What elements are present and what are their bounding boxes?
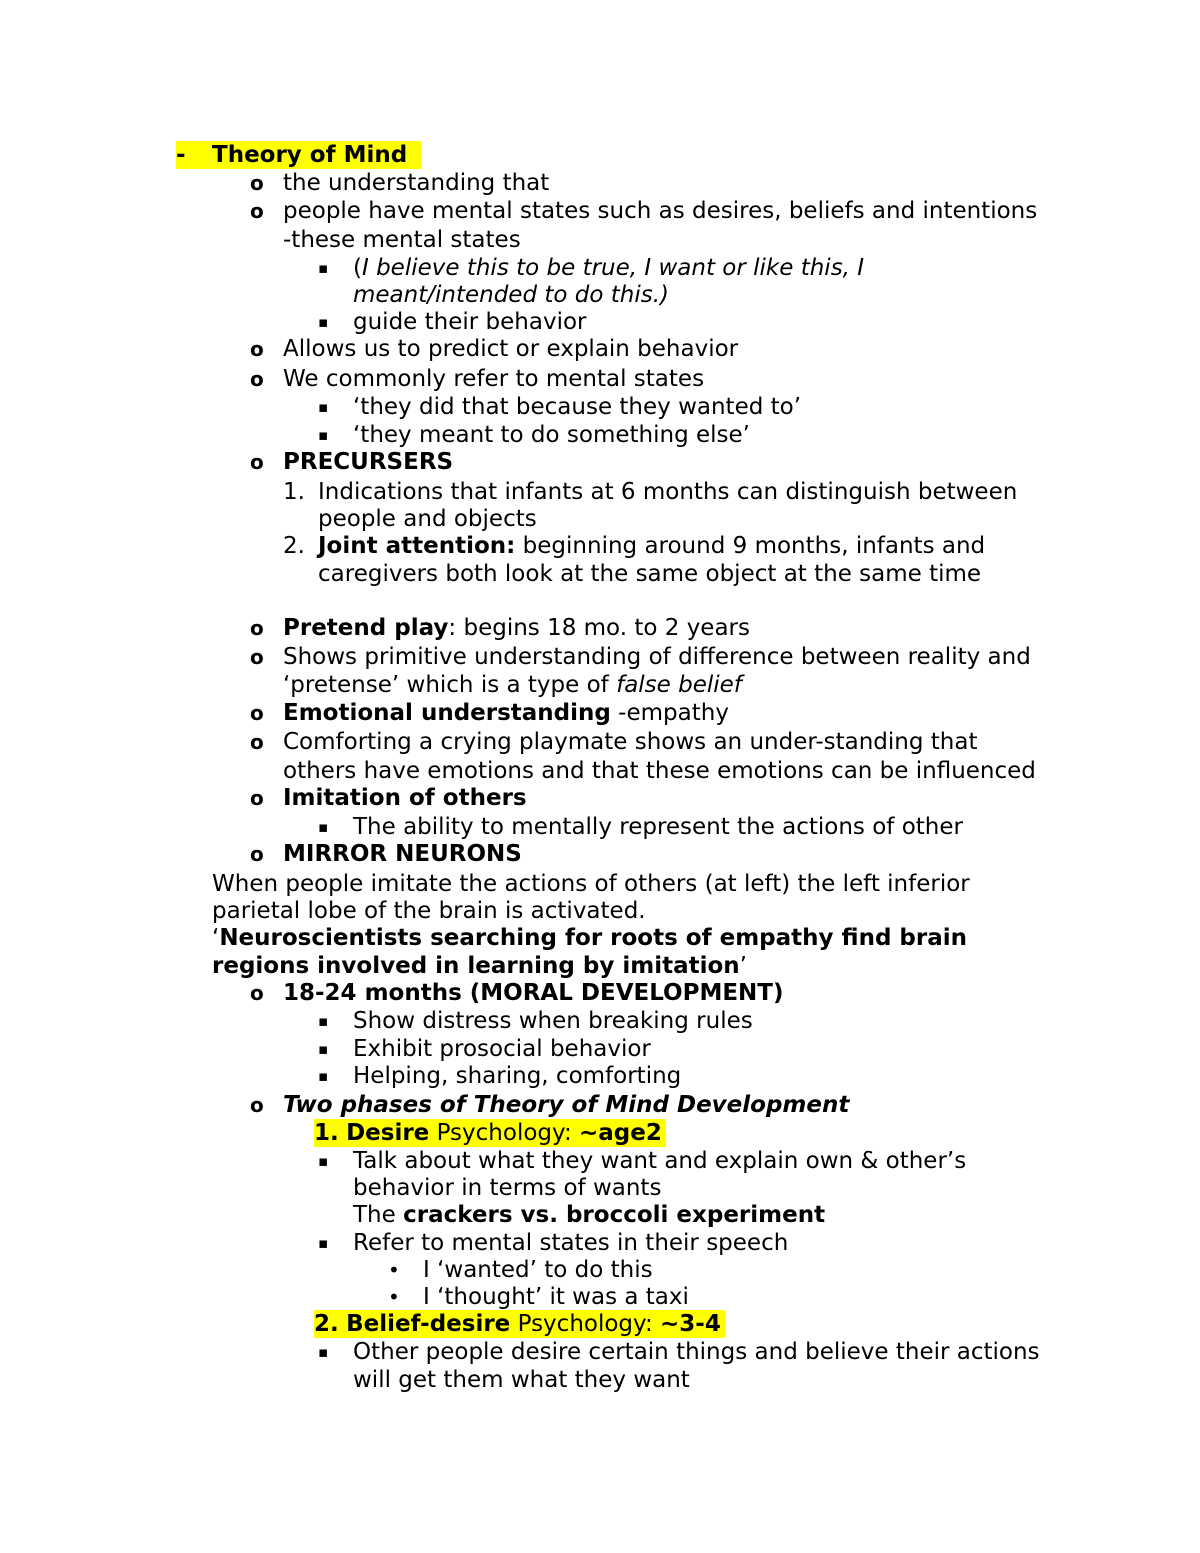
circle-bullet-icon: o	[250, 701, 264, 725]
list-item: Talk about what they want and explain own & other’s	[353, 1148, 967, 1174]
square-bullet-icon: ▪	[318, 398, 329, 416]
dot-bullet-icon: •	[388, 1258, 400, 1282]
item-text: beginning around 9 months, infants and	[515, 533, 986, 559]
list-item	[353, 254, 864, 282]
list-item: Helping, sharing, comforting	[353, 1063, 682, 1089]
list-item: Other people desire certain things and believe their actions	[353, 1339, 1040, 1365]
list-item-continuation	[353, 1201, 825, 1229]
circle-bullet-icon: o	[250, 367, 264, 391]
list-item-continuation	[283, 671, 742, 699]
circle-bullet-icon: o	[250, 171, 264, 195]
heading-title: Theory of Mind	[212, 142, 408, 168]
list-item-bold-italic: Two phases of Theory of Mind Development	[283, 1092, 850, 1118]
square-bullet-icon: ▪	[318, 259, 329, 277]
list-item: Exhibit prosocial behavior	[353, 1036, 651, 1062]
quote-line	[212, 924, 967, 952]
bold-term: crackers vs. broccoli experiment	[403, 1202, 826, 1228]
list-item: guide their behavior	[353, 309, 587, 335]
highlighted-item	[314, 1119, 666, 1147]
square-bullet-icon: ▪	[318, 1152, 329, 1170]
list-item	[318, 532, 985, 560]
circle-bullet-icon: o	[250, 337, 264, 361]
item-text: Psychology:	[510, 1311, 661, 1337]
list-item-bold: MIRROR NEURONS	[283, 841, 522, 867]
quote-line	[212, 952, 747, 980]
item-text: : begins 18 mo. to 2 years	[448, 615, 750, 641]
square-bullet-icon: ▪	[318, 818, 329, 836]
circle-bullet-icon: o	[250, 199, 264, 223]
item-text: The	[353, 1202, 404, 1228]
list-item: We commonly refer to mental states	[283, 366, 705, 392]
item-text: Psychology:	[429, 1120, 580, 1146]
square-bullet-icon: ▪	[318, 1234, 329, 1252]
paragraph-line: When people imitate the actions of others (at left) the left inferior	[212, 871, 970, 897]
list-item: ‘they did that because they wanted to’	[353, 394, 802, 420]
list-item-continuation: -these mental states	[283, 227, 521, 253]
list-item-continuation: people and objects	[318, 506, 537, 532]
list-item: I ‘thought’ it was a taxi	[423, 1284, 689, 1310]
list-number: 2.	[314, 1311, 339, 1337]
square-bullet-icon: ▪	[318, 1012, 329, 1030]
bold-age: ~age2	[579, 1120, 662, 1146]
circle-bullet-icon: o	[250, 1093, 264, 1117]
paren-text: (	[353, 255, 362, 281]
bold-term: Emotional understanding	[283, 700, 611, 726]
list-item: Indications that infants at 6 months can distinguish between	[318, 479, 1018, 505]
italic-text: false belief	[616, 672, 742, 698]
square-bullet-icon: ▪	[318, 1040, 329, 1058]
list-item: Shows primitive understanding of difference between reality and	[283, 644, 1031, 670]
list-item: ‘they meant to do something else’	[353, 422, 750, 448]
bold-term: Desire	[346, 1120, 430, 1146]
highlighted-item	[314, 1310, 725, 1338]
list-item-bold: PRECURSERS	[283, 449, 454, 475]
bold-term: Joint attention:	[318, 533, 516, 559]
circle-bullet-icon: o	[250, 730, 264, 754]
italic-text: I believe this to be true, I want or like this, I	[361, 255, 865, 281]
list-item: Show distress when breaking rules	[353, 1008, 753, 1034]
list-item: The ability to mentally represent the actions of other	[353, 814, 963, 840]
list-item: Refer to mental states in their speech	[353, 1230, 789, 1256]
list-item: the understanding that	[283, 170, 550, 196]
circle-bullet-icon: o	[250, 616, 264, 640]
square-bullet-icon: ▪	[318, 1067, 329, 1085]
dot-bullet-icon: •	[388, 1285, 400, 1309]
square-bullet-icon: ▪	[318, 426, 329, 444]
list-item-continuation: will get them what they want	[353, 1367, 690, 1393]
bold-quote: regions involved in learning by imitation	[212, 953, 740, 979]
list-item	[283, 614, 750, 642]
paragraph-line: parietal lobe of the brain is activated.	[212, 898, 646, 924]
quote-mark: ‘	[212, 925, 220, 951]
list-item: Comforting a crying playmate shows an under-standing that	[283, 729, 978, 755]
list-item-continuation: behavior in terms of wants	[353, 1175, 662, 1201]
circle-bullet-icon: o	[250, 786, 264, 810]
quote-mark: ’	[739, 953, 747, 979]
list-number: 2.	[283, 533, 305, 559]
list-item	[283, 699, 729, 727]
square-bullet-icon: ▪	[318, 1343, 329, 1361]
bold-term: Pretend play	[283, 615, 449, 641]
circle-bullet-icon: o	[250, 645, 264, 669]
list-item-continuation: meant/intended to do this.)	[353, 282, 670, 308]
list-number: 1.	[314, 1120, 339, 1146]
list-item: Allows us to predict or explain behavior	[283, 336, 739, 362]
bold-quote: Neuroscientists searching for roots of empathy find brain	[219, 925, 968, 951]
list-item-bold: 18-24 months (MORAL DEVELOPMENT)	[283, 980, 784, 1006]
bold-age: ~3-4	[660, 1311, 721, 1337]
circle-bullet-icon: o	[250, 450, 264, 474]
circle-bullet-icon: o	[250, 981, 264, 1005]
item-text: ‘pretense’ which is a type of	[283, 672, 617, 698]
list-item-continuation: others have emotions and that these emotions can be influenced	[283, 758, 1036, 784]
square-bullet-icon: ▪	[318, 313, 329, 331]
list-item: I ‘wanted’ to do this	[423, 1257, 653, 1283]
list-item-bold: Imitation of others	[283, 785, 527, 811]
heading-marker: -	[176, 142, 186, 168]
list-item: people have mental states such as desires, beliefs and intentions	[283, 198, 1038, 224]
list-item-continuation: caregivers both look at the same object at the same time	[318, 561, 982, 587]
bold-term: Belief-desire	[346, 1311, 511, 1337]
item-text: -empathy	[610, 700, 729, 726]
list-number: 1.	[283, 479, 305, 505]
circle-bullet-icon: o	[250, 842, 264, 866]
